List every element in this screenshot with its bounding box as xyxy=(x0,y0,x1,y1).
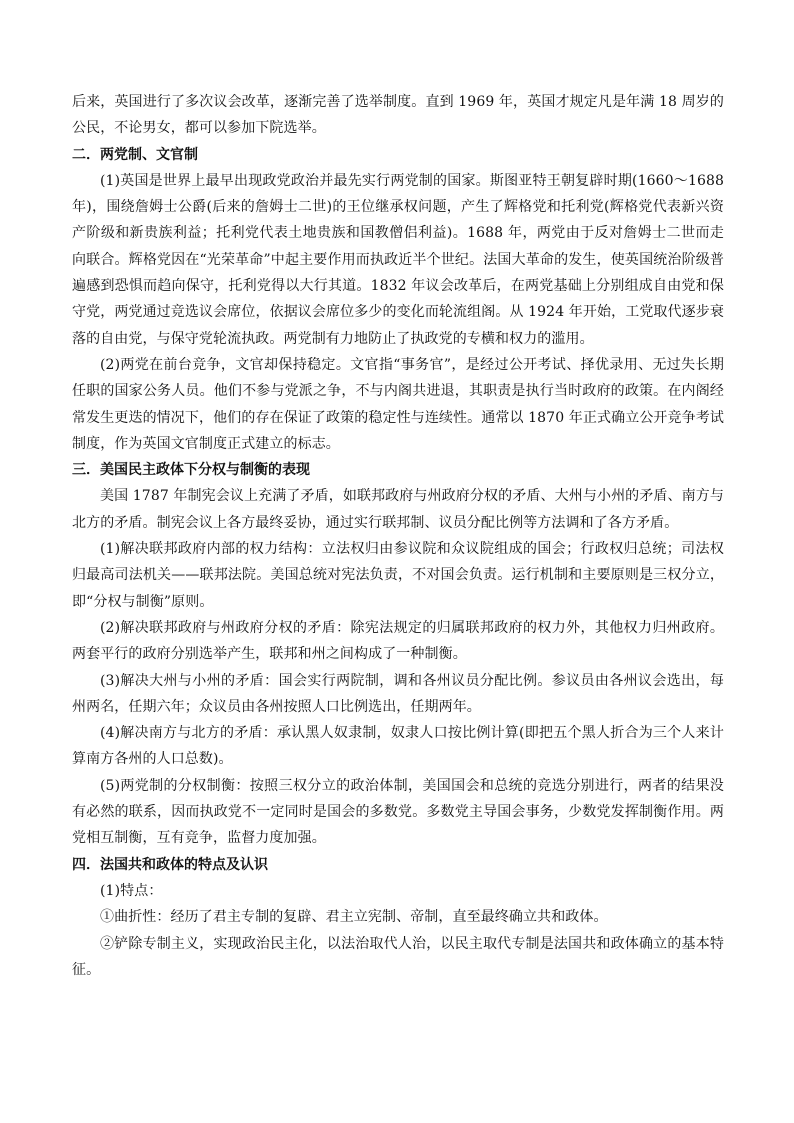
paragraph-north-south: (4)解决南方与北方的矛盾：承认黑人奴隶制，奴隶人口按比例计算(即把五个黑人折合为三个人来计算南方各州的人口总数)。 xyxy=(72,725,724,768)
paragraph-two-party-origin: (1)英国是世界上最早出现政党政治并最先实行两党制的国家。斯图亚特王朝复辟时期(1660～1688 年)，围绕詹姆士公爵(后来的詹姆士二世)的王位继承权问题，产生了辉格党和托利党(辉格党代表新兴资产阶级和新贵族利益；托利党代表土地贵族和国教僧侣利益)。1688 年，两党由于反对詹姆士二世而走向联合。辉格党因在“光荣革命”中起主要作用而执政近半个世纪。法国大革命的发生，使英国统治阶级普遍感到恐惧而趋向保守，托利党得以大行其道。1832 年议会改革后，在两党基础上分别组成自由党和保守党，两党通过竞选议会席位，依据议会席位多少的变化而轮流组阁。从 1924 年开始，工党取代逐步衰落的自由党，与保守党轮流执政。两党制有力地防止了执政党的专横和权力的滥用。 xyxy=(72,172,724,347)
section-heading-us-separation-of-powers: 三．美国民主政体下分权与制衡的表现 xyxy=(72,462,310,479)
paragraph-federal-state-division: (2)解决联邦政府与州政府分权的矛盾：除宪法规定的归属联邦政府的权力外，其他权力归州政府。两套平行的政府分别选举产生，联邦和州之间构成了一种制衡。 xyxy=(72,619,724,663)
intro-paragraph: 后来，英国进行了多次议会改革，逐渐完善了选举制度。直到 1969 年，英国才规定凡是年满 18 周岁的公民，不论男女，都可以参加下院选举。 xyxy=(72,94,724,137)
document-page xyxy=(72,89,724,983)
paragraph-feature-democracy: ②铲除专制主义，实现政治民主化，以法治取代人治，以民主取代专制是法国共和政体确立的基本特征。 xyxy=(72,935,724,978)
paragraph-two-party-checks: (5)两党制的分权制衡：按照三权分立的政治体制，美国国会和总统的竞选分别进行，两者的结果没有必然的联系，因而执政党不一定同时是国会的多数党。多数党主导国会事务，少数党发挥制衡作用。两党相互制衡，互有竞争，监督力度加强。 xyxy=(72,777,724,847)
paragraph-feature-tortuous: ①曲折性：经历了君主专制的复辟、君主立宪制、帝制，直至最终确立共和政体。 xyxy=(100,909,608,926)
paragraph-us-constitutional-convention: 美国 1787 年制宪会议上充满了矛盾，如联邦政府与州政府分权的矛盾、大州与小州的矛盾、南方与北方的矛盾。制宪会议上各方最终妥协，通过实行联邦制、议员分配比例等方法调和了各方矛盾。 xyxy=(72,488,724,531)
paragraph-civil-service: (2)两党在前台竞争，文官却保持稳定。文官指“事务官”，是经过公开考试、择优录用、无过失长期任职的国家公务人员。他们不参与党派之争，不与内阁共进退，其职责是执行当时政府的政策。在内阁经常发生更迭的情况下，他们的存在保证了政策的稳定性与连续性。通常以 1870 年正式确立公开竞争考试制度，作为英国文官制度正式建立的标志。 xyxy=(72,356,724,452)
paragraph-features-label: (1)特点： xyxy=(100,882,163,899)
section-heading-french-republic: 四．法国共和政体的特点及认识 xyxy=(72,856,268,873)
paragraph-large-small-states: (3)解决大州与小州的矛盾：国会实行两院制，调和各州议员分配比例。参议员由各州议会选出，每州两名，任期六年；众议员由各州按照人口比例选出，任期两年。 xyxy=(72,672,724,715)
section-heading-two-party-system: 二．两党制、文官制 xyxy=(72,146,198,163)
paragraph-federal-power-structure: (1)解决联邦政府内部的权力结构：立法权归由参议院和众议院组成的国会；行政权归总统；司法权归最高司法机关——联邦法院。美国总统对宪法负责，不对国会负责。运行机制和主要原则是三权分立，即“分权与制衡”原则。 xyxy=(72,541,724,610)
